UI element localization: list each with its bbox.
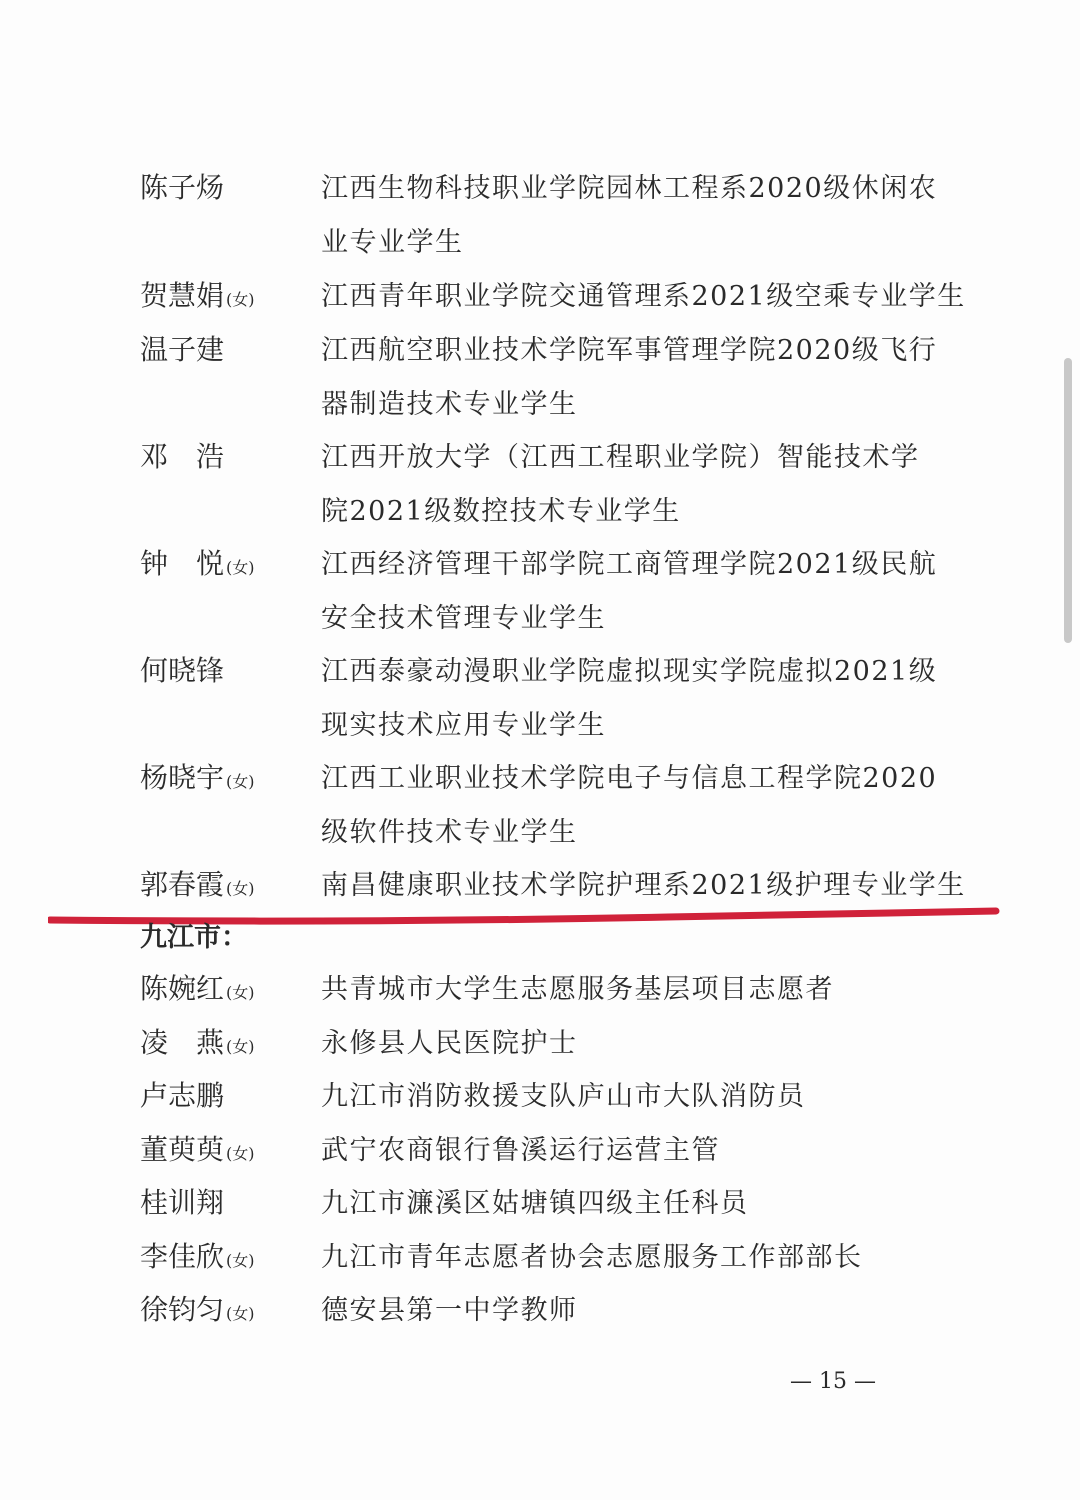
description-line: 现实技术应用专业学生 <box>321 710 606 741</box>
gender-mark: (女) <box>226 879 255 898</box>
person-name <box>140 1027 310 1063</box>
person-name-text: 温子建 <box>140 333 225 366</box>
description-line: 院2021级数控技术专业学生 <box>321 496 681 527</box>
gender-mark: (女) <box>226 1037 255 1056</box>
person-name <box>140 973 310 1009</box>
person-description <box>321 1017 941 1071</box>
person-name-text: 贺慧娟 <box>140 279 225 312</box>
person-name-text: 钟 悦 <box>140 547 225 580</box>
person-name <box>140 1294 310 1330</box>
person-description <box>321 1284 941 1338</box>
person-description <box>321 645 941 753</box>
description-line: 业专业学生 <box>321 227 464 258</box>
person-name <box>140 1134 310 1170</box>
description-line: 共青城市大学生志愿服务基层项目志愿者 <box>321 974 834 1005</box>
person-description <box>321 431 941 539</box>
person-name-text: 杨晓宇 <box>140 761 225 794</box>
person-name-text: 李佳欣 <box>140 1240 225 1273</box>
person-name <box>140 1241 310 1277</box>
gender-mark: (女) <box>226 772 255 791</box>
person-name-text: 董萸萸 <box>140 1133 225 1166</box>
person-name-text: 徐钧匀 <box>140 1293 225 1326</box>
person-name <box>140 334 310 366</box>
description-line: 九江市青年志愿者协会志愿服务工作部部长 <box>321 1242 863 1273</box>
page-number: — 15 — <box>790 1369 876 1394</box>
person-name-text: 郭春霞 <box>140 868 225 901</box>
description-line: 永修县人民医院护士 <box>321 1028 578 1059</box>
person-description <box>321 270 966 324</box>
person-description <box>321 963 941 1017</box>
person-description <box>321 324 941 432</box>
person-name <box>140 869 310 905</box>
description-line: 德安县第一中学教师 <box>321 1295 578 1326</box>
gender-mark: (女) <box>226 558 255 577</box>
person-description <box>321 1070 941 1124</box>
person-description <box>321 859 966 913</box>
description-line: 安全技术管理专业学生 <box>321 603 606 634</box>
person-name <box>140 280 310 316</box>
description-line: 器制造技术专业学生 <box>321 389 578 420</box>
person-name <box>140 1080 310 1112</box>
gender-mark: (女) <box>226 290 255 309</box>
description-line: 九江市濂溪区姑塘镇四级主任科员 <box>321 1188 749 1219</box>
gender-mark: (女) <box>226 1144 255 1163</box>
person-description <box>321 538 941 646</box>
person-name <box>140 655 310 687</box>
person-name-text: 邓 浩 <box>140 440 225 473</box>
description-line: 江西航空职业技术学院军事管理学院2020级飞行 <box>321 335 938 366</box>
description-line: 江西青年职业学院交通管理系2021级空乘专业学生 <box>321 281 966 312</box>
description-line: 江西生物科技职业学院园林工程系2020级休闲农 <box>321 173 938 204</box>
description-line: 南昌健康职业技术学院护理系2021级护理专业学生 <box>321 870 966 901</box>
person-description <box>321 1124 941 1178</box>
person-name <box>140 172 310 204</box>
scrollbar[interactable] <box>1062 340 1074 650</box>
description-line: 江西经济管理干部学院工商管理学院2021级民航 <box>321 549 938 580</box>
person-description <box>321 1177 941 1231</box>
gender-mark: (女) <box>226 1304 255 1323</box>
person-name-text: 凌 燕 <box>140 1026 225 1059</box>
person-description <box>321 162 941 270</box>
description-line: 武宁农商银行鲁溪运行运营主管 <box>321 1135 720 1166</box>
description-line: 江西开放大学（江西工程职业学院）智能技术学 <box>321 442 920 473</box>
person-name <box>140 548 310 584</box>
description-line: 江西泰豪动漫职业学院虚拟现实学院虚拟2021级 <box>321 656 938 687</box>
person-description <box>321 1231 941 1285</box>
scrollbar-thumb[interactable] <box>1064 358 1072 643</box>
person-name-text: 陈子炀 <box>140 171 225 204</box>
gender-mark: (女) <box>226 1251 255 1270</box>
person-name-text: 桂训翔 <box>140 1186 225 1219</box>
person-description <box>321 752 941 860</box>
description-line: 级软件技术专业学生 <box>321 817 578 848</box>
person-name-text: 何晓锋 <box>140 654 225 687</box>
person-name-text: 卢志鹏 <box>140 1079 225 1112</box>
section-title-jiujiang: 九江市： <box>140 922 248 953</box>
gender-mark: (女) <box>226 983 255 1002</box>
person-name-text: 陈婉红 <box>140 972 225 1005</box>
person-name <box>140 762 310 798</box>
person-name <box>140 441 310 473</box>
description-line: 江西工业职业技术学院电子与信息工程学院2020 <box>321 763 938 794</box>
description-line: 九江市消防救援支队庐山市大队消防员 <box>321 1081 806 1112</box>
person-name <box>140 1187 310 1219</box>
